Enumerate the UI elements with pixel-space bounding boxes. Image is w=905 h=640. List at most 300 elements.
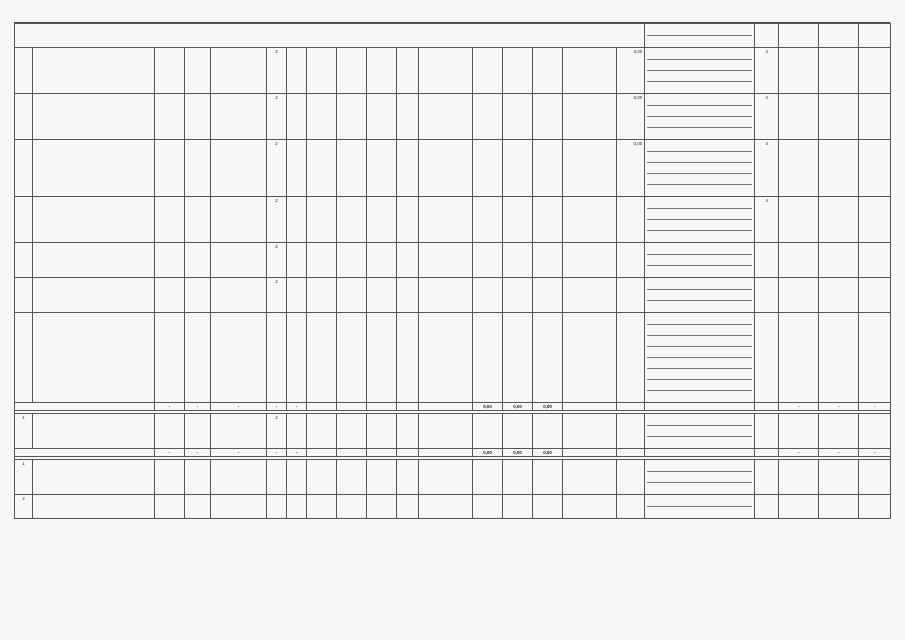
total-cost-local: 0,00 (533, 403, 563, 411)
work-type (647, 391, 752, 401)
house-row (15, 197, 891, 243)
house-row (15, 48, 891, 94)
cell-year2 (185, 94, 211, 140)
cell-cost-other (617, 495, 645, 519)
cell-year (155, 313, 185, 403)
cell-cost-local (533, 460, 563, 495)
cell-residents (397, 140, 419, 197)
house-row (15, 414, 891, 449)
work-date (859, 24, 891, 48)
total-dash-max: - (819, 403, 859, 411)
cell-cost-total (419, 414, 473, 449)
total-cost-budget: 0,00 (503, 449, 533, 457)
cell-cost-budget (503, 94, 533, 140)
total-works-count (755, 449, 779, 457)
cell-address (33, 278, 155, 313)
total-works-count (755, 403, 779, 411)
cell-cost-other (617, 278, 645, 313)
cell-area-nonliving (367, 495, 397, 519)
work-type (647, 415, 752, 426)
cell-area-living (337, 140, 367, 197)
cell-cost-total (419, 278, 473, 313)
total-cost-fund: 0,00 (473, 449, 503, 457)
total-cost-owners (563, 449, 617, 457)
cell-cost-local (533, 140, 563, 197)
total-dash-year: - (155, 403, 185, 411)
cell-cost-owners (563, 313, 617, 403)
cell-cost-owners (563, 278, 617, 313)
work-date (859, 278, 891, 313)
register-body (15, 24, 891, 519)
total-cost-budget: 0,00 (503, 403, 533, 411)
work-type (647, 152, 752, 163)
cell-n: 1 (15, 460, 33, 495)
cell-residents (397, 495, 419, 519)
cell-wall (211, 313, 267, 403)
work-count (755, 414, 779, 449)
cell-n (15, 94, 33, 140)
work-date (859, 140, 891, 197)
work-type (647, 279, 752, 290)
cell-residents (397, 278, 419, 313)
cell-area-living (337, 460, 367, 495)
cell-address (33, 313, 155, 403)
cell-cost-owners (563, 243, 617, 278)
cell-address (33, 94, 155, 140)
cell-area-living (337, 414, 367, 449)
cell-area-living (337, 94, 367, 140)
work-max (819, 278, 859, 313)
work-type (647, 472, 752, 483)
work-count: 4 (755, 197, 779, 243)
cell-cost-local (533, 48, 563, 94)
cell-area-living (337, 243, 367, 278)
cell-area-living (337, 197, 367, 243)
cell-n (15, 197, 33, 243)
work-type (647, 141, 752, 152)
total-dash-wall: - (211, 449, 267, 457)
work-types-cell (645, 414, 755, 449)
cell-cost-fund (473, 414, 503, 449)
cell-area-total (307, 414, 337, 449)
work-types-cell (645, 140, 755, 197)
total-dash-date: - (859, 449, 891, 457)
cell-cost-fund (473, 197, 503, 243)
cell-cost-owners (563, 48, 617, 94)
total-dash-specific: - (779, 403, 819, 411)
total-cost-total (419, 449, 473, 457)
cell-floors: 2 (267, 278, 287, 313)
work-specific (779, 24, 819, 48)
cell-year (155, 495, 185, 519)
cell-entrances (287, 414, 307, 449)
cell-area-nonliving (367, 414, 397, 449)
cell-cost-other: 0,00 (617, 94, 645, 140)
work-specific (779, 243, 819, 278)
work-count (755, 24, 779, 48)
cell-residents (397, 243, 419, 278)
cell-n (15, 48, 33, 94)
work-specific (779, 48, 819, 94)
cell-wall (211, 495, 267, 519)
cell-cost-owners (563, 140, 617, 197)
cell-area-total (307, 94, 337, 140)
cell-n: 2 (15, 495, 33, 519)
work-type (647, 128, 752, 138)
cell-address (33, 243, 155, 278)
cell-address (33, 48, 155, 94)
work-types-cell (645, 94, 755, 140)
cell-cost-fund (473, 495, 503, 519)
cell-area-total (307, 197, 337, 243)
work-types-cell (645, 313, 755, 403)
work-type (647, 301, 752, 311)
work-types-cell (645, 460, 755, 495)
work-max (819, 460, 859, 495)
house-row (15, 278, 891, 313)
cell-address (33, 140, 155, 197)
cell-cost-budget (503, 495, 533, 519)
cell-n (15, 140, 33, 197)
cell-year (155, 414, 185, 449)
works-continuation-row (15, 24, 891, 48)
cell-cost-fund (473, 243, 503, 278)
cell-area-nonliving (367, 94, 397, 140)
total-area-total (307, 449, 337, 457)
cell-year (155, 197, 185, 243)
work-type (647, 336, 752, 347)
total-label (15, 403, 155, 411)
work-count (755, 243, 779, 278)
work-specific (779, 94, 819, 140)
cell-cost-local (533, 278, 563, 313)
work-specific (779, 278, 819, 313)
work-types-cell (645, 243, 755, 278)
work-date (859, 197, 891, 243)
cell-wall (211, 48, 267, 94)
total-cost-fund: 0,00 (473, 403, 503, 411)
work-type (647, 266, 752, 276)
cell-address (33, 414, 155, 449)
total-cost-owners (563, 403, 617, 411)
cell-cost-total (419, 140, 473, 197)
total-cost-local: 0,00 (533, 449, 563, 457)
work-count: 4 (755, 48, 779, 94)
cell-entrances (287, 278, 307, 313)
cell-n: 1 (15, 414, 33, 449)
house-row (15, 460, 891, 495)
cell-floors: 2 (267, 197, 287, 243)
work-date (859, 94, 891, 140)
work-type (647, 163, 752, 174)
cell-residents (397, 313, 419, 403)
blank-house-cells (15, 24, 645, 48)
total-dash-entrances: - (287, 403, 307, 411)
work-types-cell (645, 495, 755, 519)
work-type (647, 290, 752, 301)
work-type (647, 82, 752, 92)
cell-cost-total (419, 48, 473, 94)
cell-cost-budget (503, 197, 533, 243)
cell-cost-fund (473, 48, 503, 94)
cell-cost-total (419, 313, 473, 403)
cell-entrances (287, 48, 307, 94)
total-area-total (307, 403, 337, 411)
cell-wall (211, 460, 267, 495)
work-type (647, 25, 752, 36)
total-dash-floors: - (267, 403, 287, 411)
cell-cost-total (419, 243, 473, 278)
cell-wall (211, 94, 267, 140)
work-date (859, 495, 891, 519)
work-max (819, 495, 859, 519)
cell-cost-other (617, 313, 645, 403)
cell-year (155, 140, 185, 197)
cell-cost-budget (503, 313, 533, 403)
cell-floors: 2 (267, 243, 287, 278)
work-type (647, 220, 752, 231)
cell-wall (211, 243, 267, 278)
total-works (645, 449, 755, 457)
cell-area-nonliving (367, 278, 397, 313)
total-dash-max: - (819, 449, 859, 457)
work-specific (779, 414, 819, 449)
capital-repair-register-table (14, 23, 891, 519)
cell-cost-other (617, 197, 645, 243)
work-count (755, 495, 779, 519)
work-max (819, 94, 859, 140)
cell-residents (397, 48, 419, 94)
cell-entrances (287, 313, 307, 403)
cell-cost-fund (473, 460, 503, 495)
work-date (859, 414, 891, 449)
total-area-nonliving (367, 403, 397, 411)
cell-area-nonliving (367, 460, 397, 495)
cell-n (15, 243, 33, 278)
work-type (647, 496, 752, 507)
cell-cost-budget (503, 48, 533, 94)
work-type (647, 380, 752, 391)
total-dash-specific: - (779, 449, 819, 457)
work-type (647, 95, 752, 106)
cell-cost-owners (563, 414, 617, 449)
work-specific (779, 495, 819, 519)
work-type (647, 483, 752, 493)
work-count (755, 278, 779, 313)
cell-year2 (185, 197, 211, 243)
cell-entrances (287, 140, 307, 197)
cell-year (155, 48, 185, 94)
work-date (859, 460, 891, 495)
cell-cost-owners (563, 495, 617, 519)
work-count: 4 (755, 94, 779, 140)
work-type (647, 71, 752, 82)
cell-area-total (307, 243, 337, 278)
work-max (819, 48, 859, 94)
cell-cost-local (533, 313, 563, 403)
cell-cost-local (533, 94, 563, 140)
cell-cost-other (617, 414, 645, 449)
work-types-cell (645, 197, 755, 243)
work-date (859, 313, 891, 403)
cell-cost-fund (473, 94, 503, 140)
cell-year2 (185, 140, 211, 197)
cell-cost-other: 0,00 (617, 140, 645, 197)
cell-cost-fund (473, 278, 503, 313)
cell-cost-budget (503, 243, 533, 278)
cell-year2 (185, 48, 211, 94)
total-residents (397, 403, 419, 411)
register-sheet (14, 22, 890, 519)
house-row (15, 313, 891, 403)
total-label (15, 449, 155, 457)
cell-area-nonliving (367, 313, 397, 403)
house-row (15, 243, 891, 278)
work-type (647, 49, 752, 60)
cell-floors: 2 (267, 94, 287, 140)
total-cost-total (419, 403, 473, 411)
work-type (647, 36, 752, 46)
cell-area-total (307, 495, 337, 519)
cell-area-total (307, 313, 337, 403)
work-date (859, 48, 891, 94)
work-type (647, 244, 752, 255)
work-count: 4 (755, 140, 779, 197)
total-dash-floors: - (267, 449, 287, 457)
work-type (647, 347, 752, 358)
cell-area-nonliving (367, 48, 397, 94)
total-dash-year2: - (185, 403, 211, 411)
work-type (647, 426, 752, 437)
cell-cost-total (419, 495, 473, 519)
total-dash-year2: - (185, 449, 211, 457)
work-max (819, 414, 859, 449)
cell-floors (267, 495, 287, 519)
cell-area-nonliving (367, 140, 397, 197)
cell-cost-owners (563, 460, 617, 495)
cell-area-living (337, 48, 367, 94)
work-type (647, 231, 752, 241)
cell-floors: 2 (267, 414, 287, 449)
cell-area-living (337, 313, 367, 403)
cell-cost-budget (503, 414, 533, 449)
cell-entrances (287, 243, 307, 278)
cell-residents (397, 460, 419, 495)
cell-cost-other: 0,00 (617, 48, 645, 94)
work-max (819, 313, 859, 403)
house-row (15, 94, 891, 140)
cell-cost-budget (503, 460, 533, 495)
work-specific (779, 140, 819, 197)
work-type (647, 209, 752, 220)
work-type (647, 185, 752, 195)
cell-year2 (185, 243, 211, 278)
cell-floors (267, 313, 287, 403)
cell-cost-total (419, 94, 473, 140)
work-type (647, 255, 752, 266)
cell-year (155, 243, 185, 278)
cell-entrances (287, 495, 307, 519)
cell-address (33, 495, 155, 519)
house-row (15, 140, 891, 197)
cell-year2 (185, 460, 211, 495)
cell-year (155, 460, 185, 495)
cell-cost-other (617, 460, 645, 495)
work-type (647, 461, 752, 472)
cell-year2 (185, 313, 211, 403)
cell-wall (211, 197, 267, 243)
work-types-cell (645, 24, 755, 48)
cell-wall (211, 278, 267, 313)
cell-area-total (307, 278, 337, 313)
cell-cost-fund (473, 140, 503, 197)
cell-year (155, 94, 185, 140)
total-area-living (337, 449, 367, 457)
work-specific (779, 197, 819, 243)
work-type (647, 325, 752, 336)
work-type (647, 369, 752, 380)
work-date (859, 243, 891, 278)
work-max (819, 140, 859, 197)
cell-wall (211, 414, 267, 449)
cell-area-nonliving (367, 197, 397, 243)
work-type (647, 60, 752, 71)
work-type (647, 198, 752, 209)
cell-cost-local (533, 495, 563, 519)
work-specific (779, 460, 819, 495)
work-max (819, 197, 859, 243)
work-max (819, 24, 859, 48)
cell-cost-local (533, 414, 563, 449)
total-cost-other (617, 403, 645, 411)
cell-year2 (185, 278, 211, 313)
work-specific (779, 313, 819, 403)
cell-cost-owners (563, 94, 617, 140)
work-count (755, 460, 779, 495)
cell-cost-owners (563, 197, 617, 243)
municipality-total-row (15, 403, 891, 411)
cell-wall (211, 140, 267, 197)
cell-cost-total (419, 460, 473, 495)
cell-area-living (337, 278, 367, 313)
work-type (647, 507, 752, 517)
cell-area-nonliving (367, 243, 397, 278)
cell-address (33, 197, 155, 243)
cell-cost-budget (503, 278, 533, 313)
work-type (647, 117, 752, 128)
work-type (647, 437, 752, 447)
cell-floors: 2 (267, 140, 287, 197)
total-dash-date: - (859, 403, 891, 411)
work-count (755, 313, 779, 403)
cell-n (15, 313, 33, 403)
work-type (647, 314, 752, 325)
cell-residents (397, 197, 419, 243)
cell-n (15, 278, 33, 313)
work-max (819, 243, 859, 278)
cell-residents (397, 94, 419, 140)
cell-area-living (337, 495, 367, 519)
total-dash-wall: - (211, 403, 267, 411)
cell-cost-total (419, 197, 473, 243)
cell-area-total (307, 140, 337, 197)
cell-entrances (287, 460, 307, 495)
total-cost-other (617, 449, 645, 457)
work-types-cell (645, 48, 755, 94)
cell-area-total (307, 48, 337, 94)
cell-entrances (287, 94, 307, 140)
cell-cost-local (533, 243, 563, 278)
